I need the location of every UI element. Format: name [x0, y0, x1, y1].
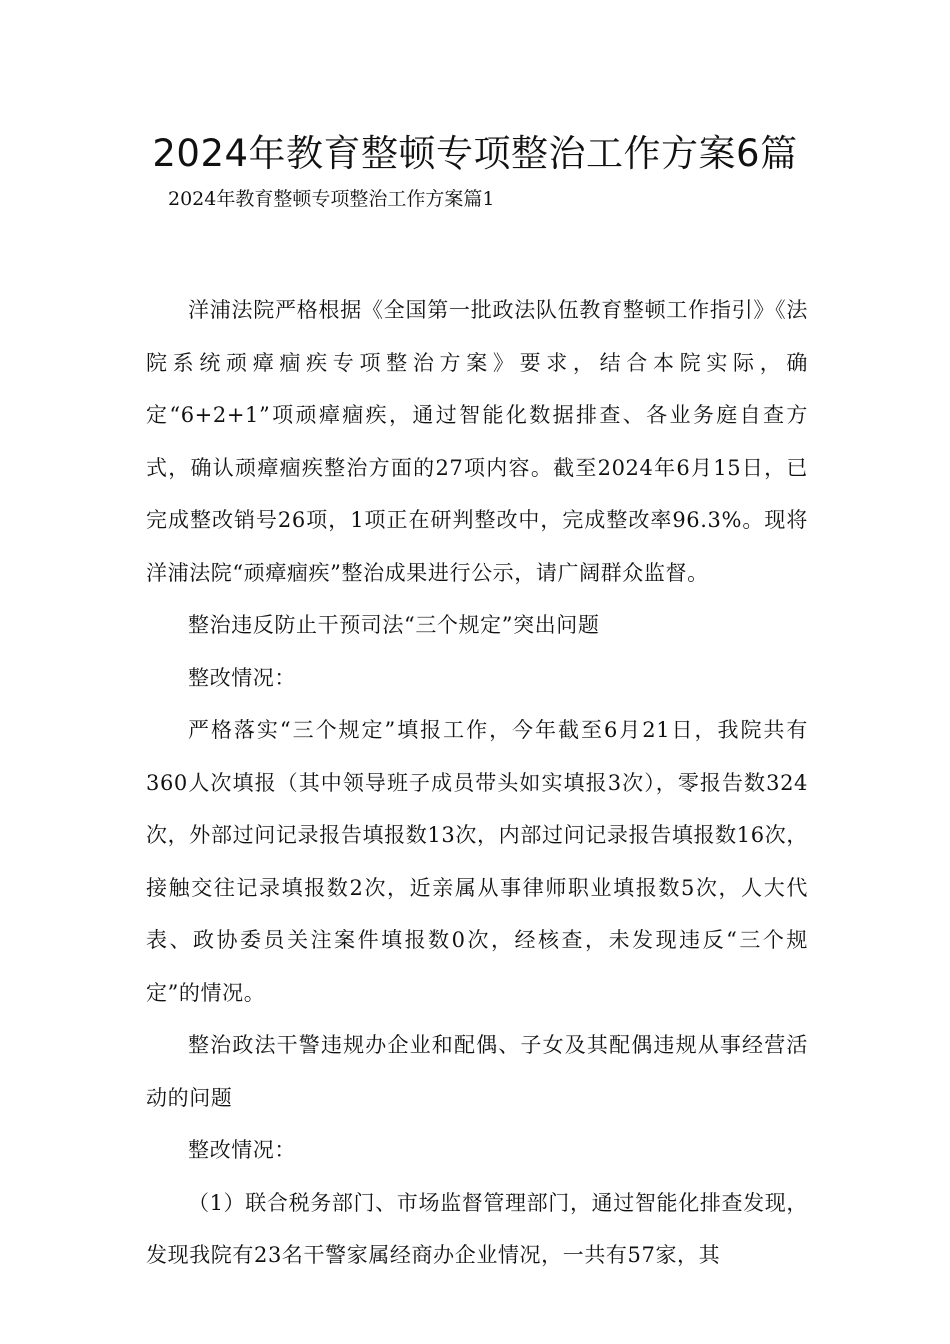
paragraph-heading-business-activities: 整治政法干警违规办企业和配偶、子女及其配偶违规从事经营活动的问题 — [146, 1033, 808, 1110]
document-subtitle: 2024年教育整顿专项整治工作方案篇1 — [168, 188, 495, 210]
document-title: 2024年教育整顿专项整治工作方案6篇 — [152, 132, 798, 175]
paragraph-business-detail: （1）联合税务部门、市场监督管理部门，通过智能化排查发现，发现我院有23名干警家属经商办企业情况，一共有57家，其 — [146, 1190, 808, 1267]
paragraph-intro: 洋浦法院严格根据《全国第一批政法队伍教育整顿工作指引》《法院系统顽瘴痼疾专项整治方案》要求，结合本院实际，确定“6+2+1”项顽瘴痼疾，通过智能化数据排查、各业务庭自查方式，确认顽瘴痼疾整治方面的27项内容。截至2024年6月15日，已完成整改销号26项，1项正在研判整改中，完成整改率96.3%。现将洋浦法院“顽瘴痼疾”整治成果进行公示，请广阔群众监督。 — [146, 298, 808, 585]
paragraph-three-rules-detail: 严格落实“三个规定”填报工作，今年截至6月21日，我院共有360人次填报（其中领导班子成员带头如实填报3次），零报告数324次，外部过问记录报告填报数13次，内部过问记录报告填报数16次，接触交往记录填报数2次，近亲属从事律师职业填报数5次，人大代表、政协委员关注案件填报数0次，经核查，未发现违反“三个规定”的情况。 — [146, 718, 808, 1005]
paragraph-rectification-label: 整改情况： — [188, 1138, 296, 1162]
paragraph-rectification-label: 整改情况： — [188, 665, 296, 690]
paragraph-heading-three-rules: 整治违反防止干预司法“三个规定”突出问题 — [188, 613, 600, 637]
document-body — [146, 284, 808, 1282]
